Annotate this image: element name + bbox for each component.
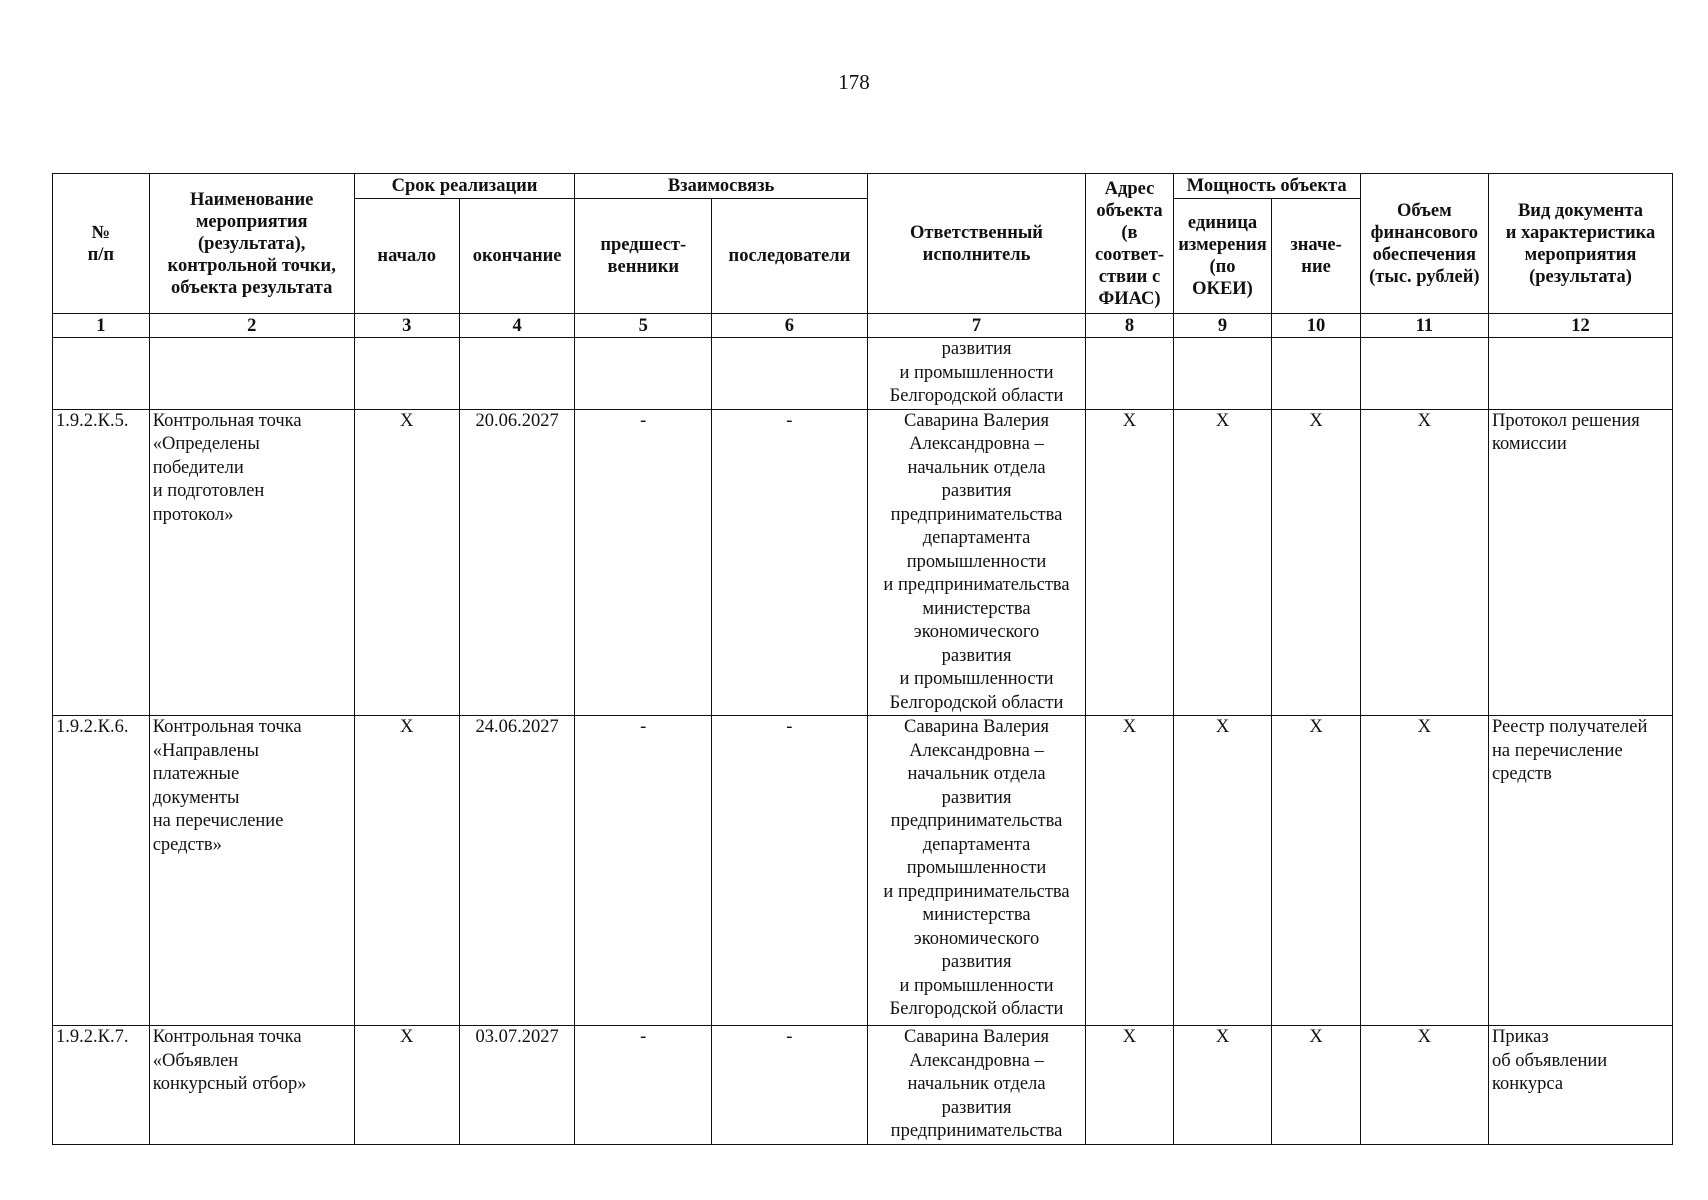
- document-cell: Приказ об объявлении конкурса: [1488, 1026, 1672, 1145]
- value-cell: X: [1272, 716, 1360, 1026]
- funding-cell: X: [1360, 716, 1488, 1026]
- executor-cell: Саварина Валерия Александровна – начальник отдела развития предпринимательства: [867, 1026, 1086, 1145]
- table-row: [53, 716, 1673, 1026]
- column-number: 9: [1173, 314, 1272, 338]
- header-unit: единица измерения (по ОКЕИ): [1173, 199, 1272, 314]
- header-group-link: Взаимосвязь: [575, 174, 867, 199]
- predecessors-cell: -: [575, 716, 712, 1026]
- table-row-continuation: [53, 338, 1673, 410]
- page-number: 178: [838, 70, 870, 94]
- column-number: 3: [354, 314, 459, 338]
- row-id-cell: 1.9.2.К.7.: [53, 1026, 150, 1145]
- header-predecessors: предшест- венники: [575, 199, 712, 314]
- funding-cell: X: [1360, 409, 1488, 716]
- executor-cell: развития и промышленности Белгородской области: [867, 338, 1086, 410]
- address-cell: X: [1086, 716, 1173, 1026]
- implementation-plan-table: [52, 173, 1673, 1145]
- column-number: 7: [867, 314, 1086, 338]
- end-date-cell: 03.07.2027: [459, 1026, 575, 1145]
- column-numbers-row: [53, 314, 1673, 338]
- column-number: 1: [53, 314, 150, 338]
- successors-cell: -: [712, 1026, 868, 1145]
- funding-cell: X: [1360, 1026, 1488, 1145]
- unit-cell: X: [1173, 716, 1272, 1026]
- event-name-cell: Контрольная точка «Определены победители и подготовлен протокол»: [149, 409, 354, 716]
- start-cell: X: [354, 716, 459, 1026]
- column-number: 4: [459, 314, 575, 338]
- header-event-name: Наименование мероприятия (результата), контрольной точки, объекта результата: [149, 174, 354, 314]
- event-name-cell: Контрольная точка «Объявлен конкурсный отбор»: [149, 1026, 354, 1145]
- column-number: 11: [1360, 314, 1488, 338]
- predecessors-cell: -: [575, 1026, 712, 1145]
- document-cell: Протокол решения комиссии: [1488, 409, 1672, 716]
- event-name-cell: Контрольная точка «Направлены платежные документы на перечисление средств»: [149, 716, 354, 1026]
- document-cell: Реестр получателей на перечисление средств: [1488, 716, 1672, 1026]
- header-funding: Объем финансового обеспечения (тыс. рублей): [1360, 174, 1488, 314]
- column-number: 12: [1488, 314, 1672, 338]
- header-address: Адрес объекта (в соответ- ствии с ФИАС): [1086, 174, 1173, 314]
- unit-cell: X: [1173, 409, 1272, 716]
- column-number: 5: [575, 314, 712, 338]
- start-cell: X: [354, 1026, 459, 1145]
- column-number: 2: [149, 314, 354, 338]
- header-value: значе- ние: [1272, 199, 1360, 314]
- column-number: 10: [1272, 314, 1360, 338]
- header-group-capacity: Мощность объекта: [1173, 174, 1360, 199]
- table-row: [53, 1026, 1673, 1145]
- value-cell: X: [1272, 409, 1360, 716]
- successors-cell: -: [712, 716, 868, 1026]
- header-end: окончание: [459, 199, 575, 314]
- row-id-cell: 1.9.2.К.5.: [53, 409, 150, 716]
- unit-cell: X: [1173, 1026, 1272, 1145]
- row-id-cell: 1.9.2.К.6.: [53, 716, 150, 1026]
- predecessors-cell: -: [575, 409, 712, 716]
- column-number: 8: [1086, 314, 1173, 338]
- header-row-number: № п/п: [53, 174, 150, 314]
- address-cell: X: [1086, 1026, 1173, 1145]
- header-group-term: Срок реализации: [354, 174, 575, 199]
- value-cell: X: [1272, 1026, 1360, 1145]
- header-start: начало: [354, 199, 459, 314]
- header-successors: последователи: [712, 199, 868, 314]
- executor-cell: Саварина Валерия Александровна – начальник отдела развития предпринимательства департамента промышленности и предпринимательства министерства экономического развития и промышленности Белгородской области: [867, 409, 1086, 716]
- header-executor: Ответственный исполнитель: [867, 174, 1086, 314]
- successors-cell: -: [712, 409, 868, 716]
- end-date-cell: 24.06.2027: [459, 716, 575, 1026]
- header-document: Вид документа и характеристика мероприятия (результата): [1488, 174, 1672, 314]
- end-date-cell: 20.06.2027: [459, 409, 575, 716]
- column-number: 6: [712, 314, 868, 338]
- table-row: [53, 409, 1673, 716]
- start-cell: X: [354, 409, 459, 716]
- address-cell: X: [1086, 409, 1173, 716]
- executor-cell: Саварина Валерия Александровна – начальник отдела развития предпринимательства департамента промышленности и предпринимательства министерства экономического развития и промышленности Белгородской области: [867, 716, 1086, 1026]
